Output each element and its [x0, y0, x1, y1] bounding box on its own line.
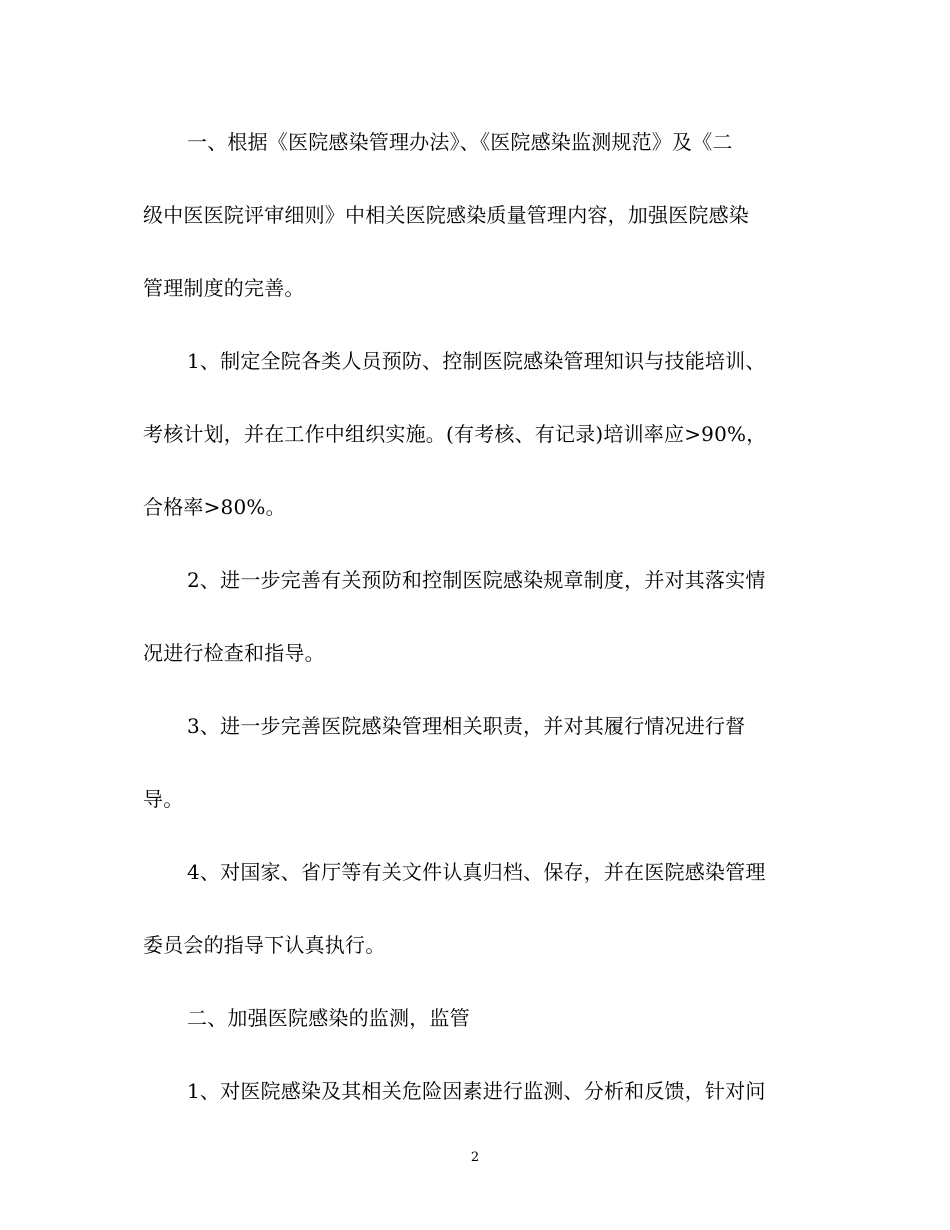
section-1-heading-line-1: 一、根据《医院感染管理办法》、《医院感染监测规范》及《二: [187, 130, 733, 154]
item-3-line-2: 导。: [143, 787, 184, 811]
item-2-line-1: 2、进一步完善有关预防和控制医院感染规章制度，并对其落实情: [187, 568, 766, 592]
item-2-line-2: 况进行检查和指导。: [143, 641, 325, 665]
section-1-heading-line-2: 级中医医院评审细则》中相关医院感染质量管理内容，加强医院感染: [143, 203, 749, 227]
item-4-line-2: 委员会的指导下认真执行。: [143, 933, 386, 957]
section-2-heading: 二、加强医院感染的监测，监管: [187, 1006, 470, 1030]
item-1-line-2: 考核计划，并在工作中组织实施。(有考核、有记录)培训率应>90%，: [143, 422, 767, 446]
item-1-line-3: 合格率>80%。: [143, 495, 286, 519]
item-4-line-1: 4、对国家、省厅等有关文件认真归档、保存，并在医院感染管理: [187, 860, 766, 884]
page-number: 2: [470, 1150, 480, 1165]
item-3-line-1: 3、进一步完善医院感染管理相关职责，并对其履行情况进行督: [187, 714, 746, 738]
section-2-item-1-line-1: 1、对医院感染及其相关危险因素进行监测、分析和反馈，针对问: [187, 1079, 766, 1103]
section-1-heading-line-3: 管理制度的完善。: [143, 276, 305, 300]
item-1-line-1: 1、制定全院各类人员预防、控制医院感染管理知识与技能培训、: [187, 349, 766, 373]
